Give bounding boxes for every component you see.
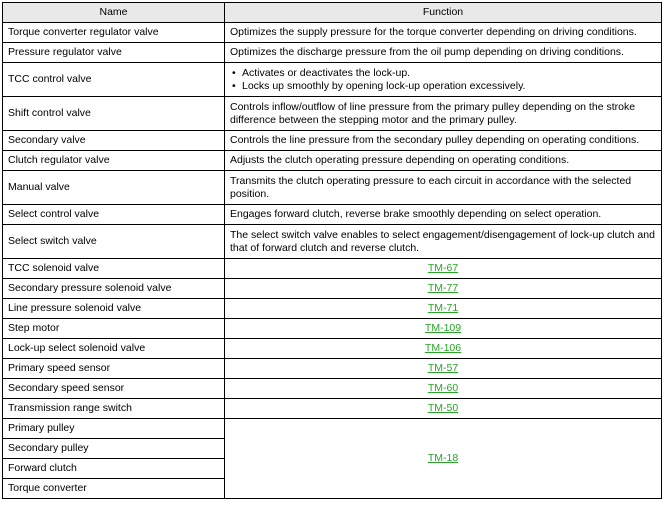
row-name: Primary speed sensor [3, 359, 225, 379]
table-header-row [3, 3, 662, 23]
row-function: Engages forward clutch, reverse brake smoothly depending on select operation. [225, 205, 662, 225]
reference-link[interactable]: TM-50 [427, 402, 459, 414]
row-function: Controls the line pressure from the secondary pulley depending on operating conditions. [225, 131, 662, 151]
table-row [3, 299, 662, 319]
table-row [3, 359, 662, 379]
function-bullet-list [230, 67, 656, 93]
component-table-container [2, 2, 662, 499]
header-function: Function [225, 3, 662, 23]
reference-link[interactable]: TM-77 [427, 282, 459, 294]
reference-link[interactable]: TM-57 [427, 362, 459, 374]
row-name: TCC control valve [3, 63, 225, 97]
table-row [3, 43, 662, 63]
table-row [3, 279, 662, 299]
row-name: TCC solenoid valve [3, 259, 225, 279]
row-function: Controls inflow/outflow of line pressure from the primary pulley depending on the stroke difference between the stepping motor and the primary pulley. [225, 97, 662, 131]
row-name: Line pressure solenoid valve [3, 299, 225, 319]
row-link-cell [225, 319, 662, 339]
row-link-cell [225, 399, 662, 419]
reference-link[interactable]: TM-18 [427, 452, 459, 464]
table-row [3, 399, 662, 419]
row-function: Optimizes the supply pressure for the torque converter depending on driving conditions. [225, 23, 662, 43]
row-name: Secondary pulley [3, 439, 225, 459]
row-function: Adjusts the clutch operating pressure depending on operating conditions. [225, 151, 662, 171]
table-row [3, 205, 662, 225]
table-row [3, 319, 662, 339]
table-row [3, 379, 662, 399]
row-function: The select switch valve enables to select engagement/disengagement of lock-up clutch and that of forward clutch and reverse clutch. [225, 225, 662, 259]
row-name: Select control valve [3, 205, 225, 225]
bullet-item: • Locks up smoothly by opening lock-up operation excessively. [230, 80, 656, 93]
group-link-cell [225, 419, 662, 499]
row-name: Shift control valve [3, 97, 225, 131]
row-link-cell [225, 299, 662, 319]
row-name: Pressure regulator valve [3, 43, 225, 63]
reference-link[interactable]: TM-106 [424, 342, 462, 354]
reference-link[interactable]: TM-71 [427, 302, 459, 314]
table-row [3, 131, 662, 151]
table-row [3, 171, 662, 205]
row-name: Torque converter regulator valve [3, 23, 225, 43]
row-name: Secondary valve [3, 131, 225, 151]
row-name: Lock-up select solenoid valve [3, 339, 225, 359]
table-row [3, 151, 662, 171]
row-name: Manual valve [3, 171, 225, 205]
reference-link[interactable]: TM-67 [427, 262, 459, 274]
table-row [3, 225, 662, 259]
row-name: Secondary pressure solenoid valve [3, 279, 225, 299]
row-link-cell [225, 359, 662, 379]
row-link-cell [225, 379, 662, 399]
table-row [3, 97, 662, 131]
row-function [225, 63, 662, 97]
table-row [3, 23, 662, 43]
row-name: Select switch valve [3, 225, 225, 259]
reference-link[interactable]: TM-60 [427, 382, 459, 394]
row-link-cell [225, 339, 662, 359]
row-link-cell [225, 279, 662, 299]
row-name: Clutch regulator valve [3, 151, 225, 171]
row-name: Forward clutch [3, 459, 225, 479]
header-name: Name [3, 3, 225, 23]
table-row [3, 259, 662, 279]
table-row [3, 419, 662, 439]
table-row [3, 63, 662, 97]
row-name: Primary pulley [3, 419, 225, 439]
row-name: Step motor [3, 319, 225, 339]
reference-link[interactable]: TM-109 [424, 322, 462, 334]
row-function: Optimizes the discharge pressure from the oil pump depending on driving conditions. [225, 43, 662, 63]
component-function-table [2, 2, 662, 499]
bullet-item: • Activates or deactivates the lock-up. [230, 67, 656, 80]
row-function: Transmits the clutch operating pressure to each circuit in accordance with the selected position. [225, 171, 662, 205]
row-name: Torque converter [3, 479, 225, 499]
row-link-cell [225, 259, 662, 279]
row-name: Transmission range switch [3, 399, 225, 419]
row-name: Secondary speed sensor [3, 379, 225, 399]
table-row [3, 339, 662, 359]
